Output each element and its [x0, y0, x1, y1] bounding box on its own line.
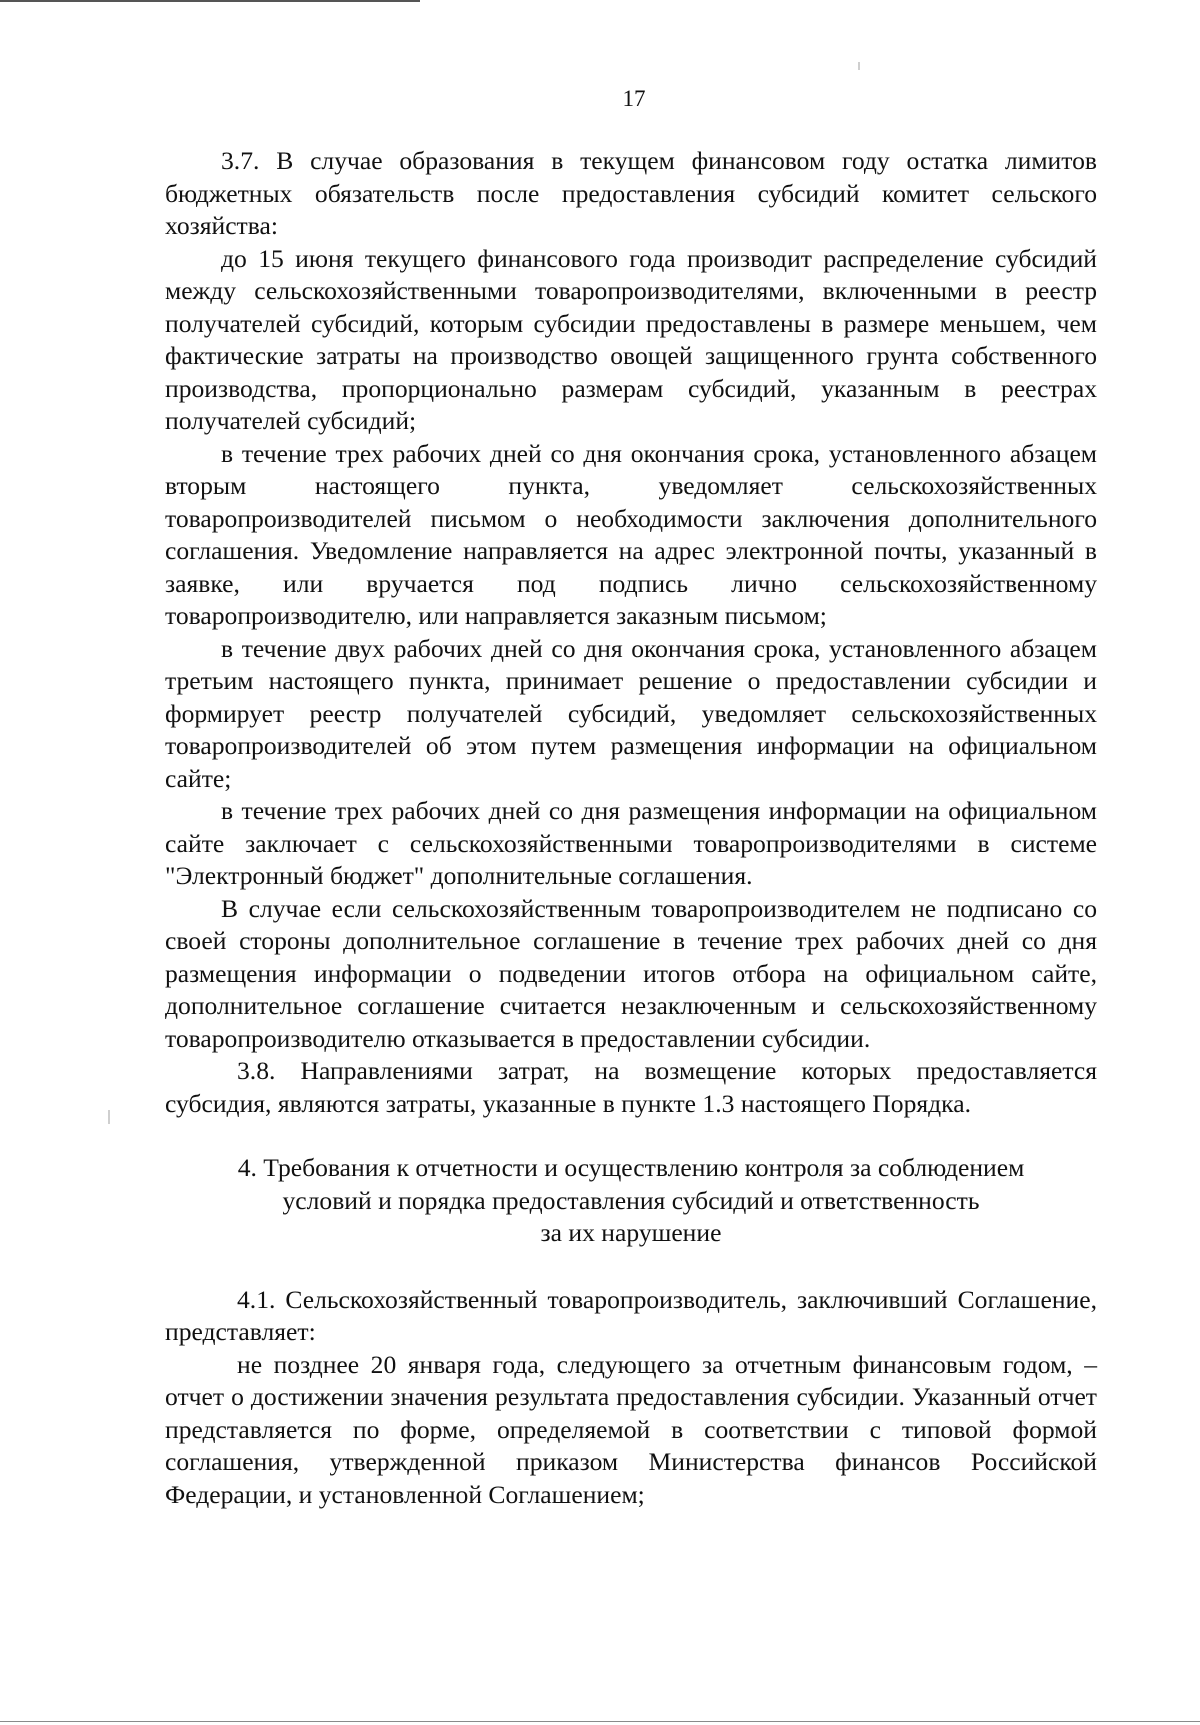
paragraph-4-1-item-1: не позднее 20 января года, следующего за отчетным финансовым годом, – отчет о достижении значения результата предоставления субсидии. Указанный отчет представляется по форме, определяемой в соответствии с типовой формой соглашения, утвержденной приказом Министерства финансов Российской Федерации, и установленной Соглашением;	[165, 1349, 1097, 1509]
scan-edge-top	[0, 0, 420, 2]
paragraph-4-1: 4.1. Сельскохозяйственный товаропроизводитель, заключивший Соглашение, представляет:	[165, 1284, 1097, 1346]
paragraph-3-8: 3.8. Направлениями затрат, на возмещение которых предоставляется субсидия, являются затраты, указанные в пункте 1.3 настоящего Порядка.	[165, 1056, 1097, 1118]
scan-edge-bottom	[0, 1721, 1200, 1722]
paragraph-3-7-item-2: в течение трех рабочих дней со дня окончания срока, установленного абзацем вторым настоящего пункта, уведомляет сельскохозяйственных товаропроизводителей письмом о необходимости заключения дополнительного соглашения. Уведомление направляется на адрес электронной почты, указанный в заявке, или вручается под подпись лично сельскохозяйственному товаропроизводителю, или направляется заказным письмом;	[165, 438, 1097, 630]
section-4-heading-line: условий и порядка предоставления субсидий и ответственность	[282, 1185, 980, 1215]
document-body	[165, 145, 1097, 1511]
paragraph-3-7-item-5: В случае если сельскохозяйственным товаропроизводителем не подписано со своей стороны дополнительное соглашение в течение трех рабочих дней со дня размещения информации о подведении итогов отбора на официальном сайте, дополнительное соглашение считается незаключенным и сельскохозяйственному товаропроизводителю отказывается в предоставлении субсидии.	[165, 893, 1097, 1053]
scan-artifact	[858, 62, 860, 70]
paragraph-3-7-item-3: в течение двух рабочих дней со дня окончания срока, установленного абзацем третьим настоящего пункта, принимает решение о предоставлении субсидии и формирует реестр получателей субсидий, уведомляет сельскохозяйственных товаропроизводителей об этом путем размещения информации на официальном сайте;	[165, 633, 1097, 793]
section-4-heading	[165, 1152, 1097, 1250]
scan-artifact	[108, 1110, 110, 1124]
paragraph-3-7-item-4: в течение трех рабочих дней со дня размещения информации на официальном сайте заключает с сельскохозяйственными товаропроизводителями в системе "Электронный бюджет" дополнительные соглашения.	[165, 796, 1097, 890]
section-4-heading-line: 4. Требования к отчетности и осуществлению контроля за соблюдением	[237, 1153, 1025, 1182]
paragraph-3-7-item-1: до 15 июня текущего финансового года производит распределение субсидий между сельскохозяйственными товаропроизводителями, включенными в реестр получателей субсидий, которым субсидии предоставлены в размере меньшем, чем фактические затраты на производство овощей защищенного грунта собственного производства, пропорционально размерам субсидий, указанным в реестрах получателей субсидий;	[165, 243, 1097, 435]
section-4-heading-line: за их нарушение	[540, 1218, 722, 1247]
paragraph-3-7: 3.7. В случае образования в текущем финансовом году остатка лимитов бюджетных обязательств после предоставления субсидий комитет сельского хозяйства:	[165, 146, 1097, 240]
page-number: 17	[622, 86, 646, 111]
